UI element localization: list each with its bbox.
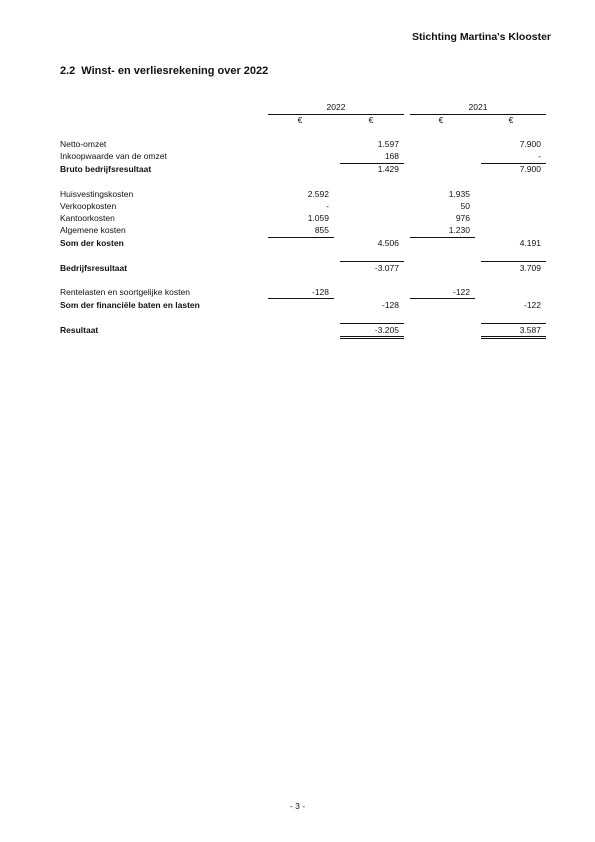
row-label-som-kosten: Som der kosten xyxy=(60,238,124,248)
rentelasten-2022: -128 xyxy=(311,287,329,297)
section-title xyxy=(60,65,268,77)
currency-prior-total: € xyxy=(508,115,514,125)
som-financieel-2022: -128 xyxy=(381,300,399,310)
bedrijfsresultaat-2022: -3.077 xyxy=(374,263,399,273)
currency-cur-total: € xyxy=(368,115,374,125)
inkoopwaarde-2021: - xyxy=(538,151,541,161)
rule-resultaat-top-2021 xyxy=(481,323,546,324)
resultaat-2022: -3.205 xyxy=(374,325,399,335)
bruto-2021: 7.900 xyxy=(519,164,541,174)
year-current-header: 2022 xyxy=(326,102,346,112)
verkoop-2022: - xyxy=(326,201,329,211)
row-label-inkoopwaarde: Inkoopwaarde van de omzet xyxy=(60,151,167,161)
row-label-huisvesting: Huisvestingskosten xyxy=(60,189,134,199)
row-label-bruto: Bruto bedrijfsresultaat xyxy=(60,164,152,174)
row-label-bedrijfsresultaat: Bedrijfsresultaat xyxy=(60,263,128,273)
inkoopwaarde-2022: 168 xyxy=(384,151,399,161)
double-rule-2-2022 xyxy=(340,338,404,339)
netto-omzet-2021: 7.900 xyxy=(519,139,541,149)
year-prior-header: 2021 xyxy=(468,102,488,112)
kantoor-2022: 1.059 xyxy=(307,213,329,223)
row-label-verkoop: Verkoopkosten xyxy=(60,201,117,211)
resultaat-2021: 3.587 xyxy=(519,325,541,335)
page-number: - 3 - xyxy=(289,801,306,811)
double-rule-1-2021 xyxy=(481,336,546,337)
row-label-kantoor: Kantoorkosten xyxy=(60,213,115,223)
double-rule-2-2021 xyxy=(481,338,546,339)
huisvesting-2021: 1.935 xyxy=(448,189,470,199)
som-kosten-2021: 4.191 xyxy=(519,238,541,248)
som-kosten-2022: 4.506 xyxy=(377,238,399,248)
som-financieel-2021: -122 xyxy=(523,300,541,310)
algemeen-2022: 855 xyxy=(314,225,329,235)
rule-rente-2022 xyxy=(268,298,334,299)
year-current-rule xyxy=(268,114,404,115)
row-label-resultaat: Resultaat xyxy=(60,325,99,335)
kantoor-2021: 976 xyxy=(455,213,470,223)
row-label-netto-omzet: Netto-omzet xyxy=(60,139,107,149)
row-label-algemeen: Algemene kosten xyxy=(60,225,126,235)
currency-prior-detail: € xyxy=(438,115,444,125)
rule-resultaat-top-2022 xyxy=(340,323,404,324)
rentelasten-2021: -122 xyxy=(452,287,470,297)
currency-cur-detail: € xyxy=(297,115,303,125)
row-label-som-financieel: Som der financiële baten en lasten xyxy=(60,300,200,310)
rule-bedrijfsresultaat-2022 xyxy=(340,261,404,262)
organization-name: Stichting Martina's Klooster xyxy=(411,31,551,43)
huisvesting-2022: 2.592 xyxy=(307,189,329,199)
rule-bedrijfsresultaat-2021 xyxy=(481,261,546,262)
row-label-rentelasten: Rentelasten en soortgelijke kosten xyxy=(60,287,190,297)
section-number: 2.2 xyxy=(60,65,76,77)
rule-kosten-2022 xyxy=(268,237,334,238)
algemeen-2021: 1.230 xyxy=(448,225,470,235)
bedrijfsresultaat-2021: 3.709 xyxy=(519,263,541,273)
netto-omzet-2022: 1.597 xyxy=(377,139,399,149)
double-rule-1-2022 xyxy=(340,336,404,337)
verkoop-2021: 50 xyxy=(460,201,470,211)
rule-kosten-2021 xyxy=(410,237,475,238)
rule-rente-2021 xyxy=(410,298,475,299)
section-title-text: Winst- en verliesrekening over 2022 xyxy=(81,65,269,77)
bruto-2022: 1.429 xyxy=(377,164,399,174)
